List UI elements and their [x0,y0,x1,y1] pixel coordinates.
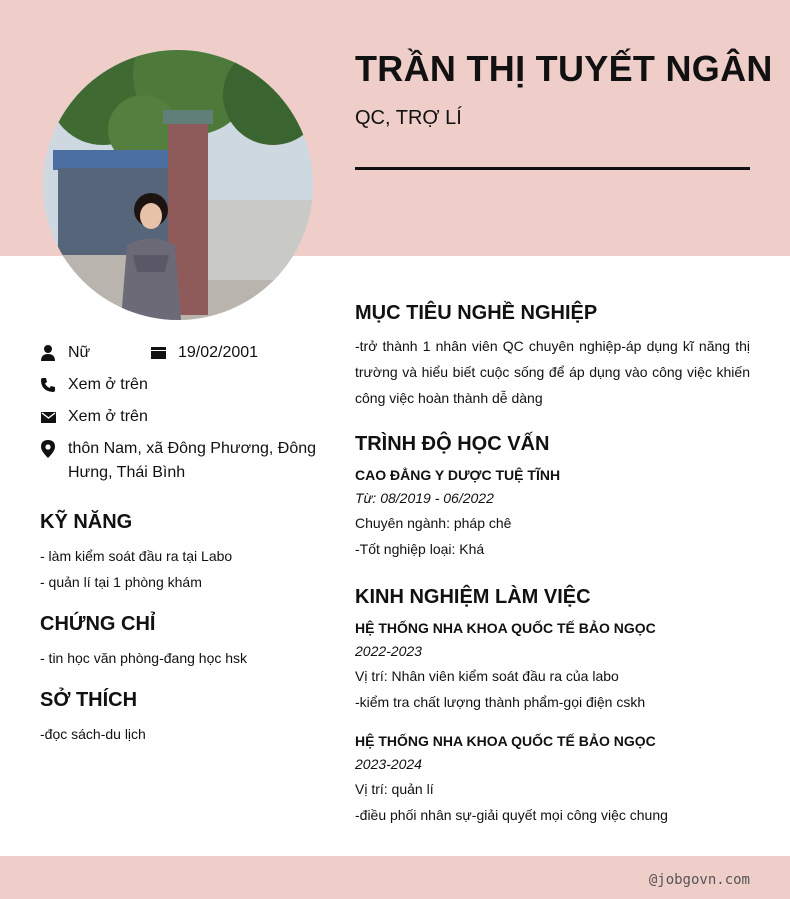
email-row [40,405,148,429]
objective-heading: MỤC TIÊU NGHỀ NGHIỆP [355,302,598,324]
skills-heading: KỸ NĂNG [40,511,133,533]
address-line-1: thôn Nam, xã Đông Phương, Đông [68,440,317,457]
job-duty: -kiểm tra chất lượng thành phẩm-gọi điện cskh [355,694,646,710]
objective-line: công việc hoàn thành dễ dàng [355,390,543,406]
footer-watermark: @jobgovn.com [648,872,750,888]
skill-item: - quản lí tại 1 phòng khám [40,574,202,590]
birthdate-row [150,341,258,365]
job-duty: -điều phối nhân sự-giải quyết mọi công việc chung [355,807,668,823]
education-major: Chuyên ngành: pháp chê [355,515,512,531]
address-value [68,437,316,485]
job-position: Vị trí: Nhân viên kiểm soát đầu ra của labo [355,668,619,684]
phone-value: Xem ở trên [68,376,148,393]
header-divider [355,167,750,170]
gender-value: Nữ [68,344,91,361]
candidate-name: TRẦN THỊ TUYẾT NGÂN [355,48,773,89]
hobby-item: -đọc sách-du lịch [40,726,146,742]
mail-icon [40,405,56,429]
experience-heading: KINH NGHIỆM LÀM VIỆC [355,586,591,608]
address-line-2: Hưng, Thái Bình [68,464,186,481]
user-icon [40,341,56,365]
skill-item: - làm kiểm soát đầu ra tại Labo [40,548,233,564]
job-period: 2023-2024 [355,756,422,772]
certificates-heading: CHỨNG CHỈ [40,613,156,635]
location-pin-icon [40,437,56,461]
birthdate-value: 19/02/2001 [178,344,259,361]
education-heading: TRÌNH ĐỘ HỌC VẤN [355,433,550,455]
job-company: HỆ THỐNG NHA KHOA QUỐC TẾ BẢO NGỌC [355,733,656,749]
job-period: 2022-2023 [355,643,422,659]
phone-icon [40,373,56,397]
calendar-icon [150,341,166,365]
profile-photo [43,50,313,320]
job-position: Vị trí: quản lí [355,781,434,797]
objective-line: trường và hiểu biết cuộc sống để áp dụng vào công việc khiến [355,364,750,380]
hobbies-heading: SỞ THÍCH [40,689,138,711]
candidate-role: QC, TRỢ LÍ [355,107,462,129]
certificate-item: - tin học văn phòng-đang học hsk [40,650,248,666]
education-grade: -Tốt nghiệp loại: Khá [355,541,485,557]
gender-row [40,341,90,365]
address-row [40,437,320,485]
email-value: Xem ở trên [68,408,148,425]
objective-text [355,333,750,411]
job-company: HỆ THỐNG NHA KHOA QUỐC TẾ BẢO NGỌC [355,620,656,636]
objective-line: -trở thành 1 nhân viên QC chuyên nghiệp-áp dụng kĩ năng thị [355,338,750,354]
education-period: Từ: 08/2019 - 06/2022 [355,490,494,506]
phone-row [40,373,148,397]
school-name: CAO ĐẲNG Y DƯỢC TUỆ TĨNH [355,467,561,483]
